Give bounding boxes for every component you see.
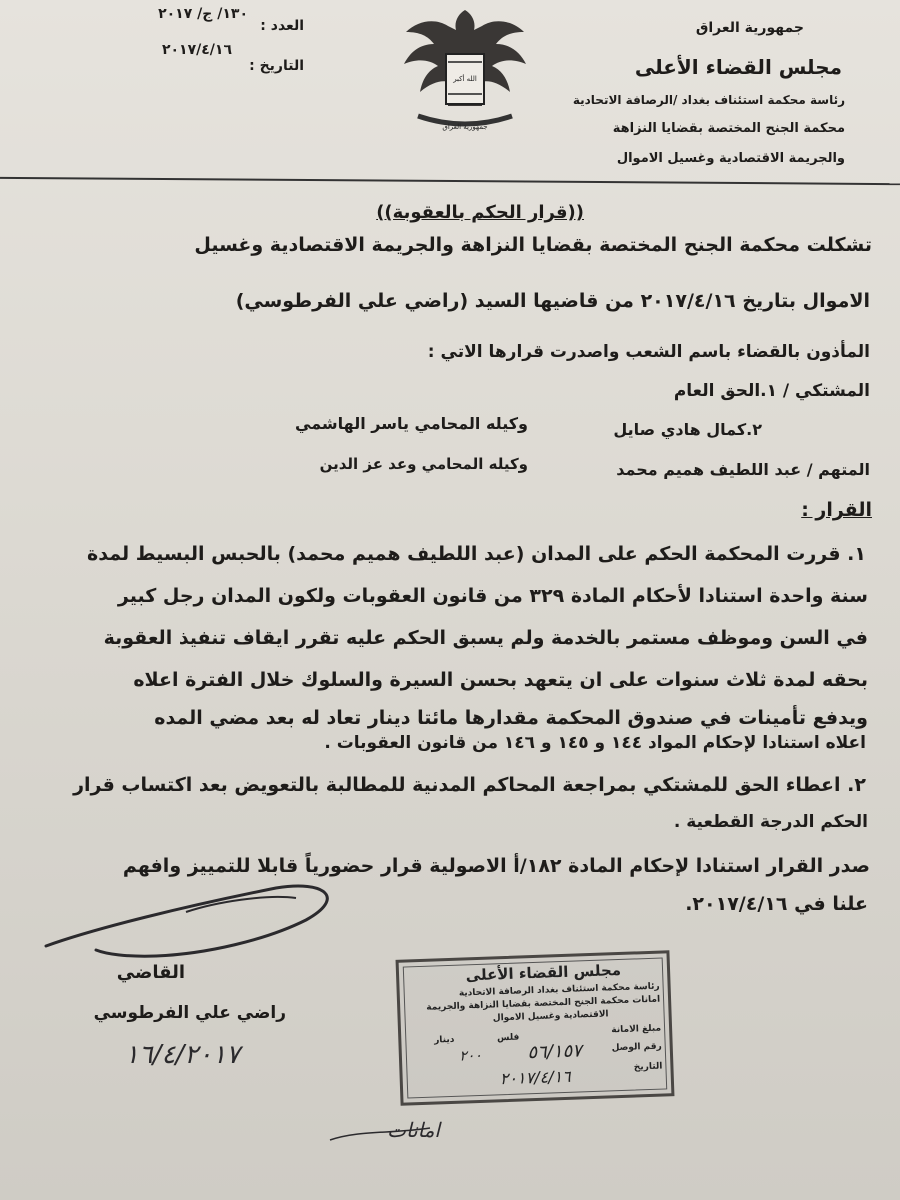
document-title: ((قرار الحكم بالعقوبة)) (376, 202, 584, 223)
stamp-date-label: التاريخ (633, 1061, 663, 1073)
item1-line4: بحقه لمدة ثلاث سنوات على ان يتعهد بحسن السيرة والسلوك خلال الفترة اعلاه (133, 669, 868, 691)
stamp-title: مجلس القضاء الأعلى (465, 960, 622, 985)
iraq-emblem-icon (398, 6, 532, 134)
stamp-line2: امانات محكمة الجنح المختصة بقضايا النزاهة والجريمة (426, 994, 661, 1013)
closing-line2: علنا في ٢٠١٧/٤/١٦. (685, 893, 868, 915)
closing-line1: صدر القرار استنادا لإحكام المادة ١٨٢/أ الاصولية قرار حضورياً قابلا للتمييز وافهم (122, 855, 870, 877)
intro-line-3: المأذون بالقضاء باسم الشعب واصدرت قرارها الاتي : (427, 342, 870, 362)
judge-name: راضي علي الفرطوسي (93, 1003, 286, 1023)
header-court-line1: محكمة الجنح المختصة بقضايا النزاهة (612, 121, 845, 136)
emblem-label: جمهورية العراق (442, 123, 488, 131)
accused: المتهم / عبد اللطيف هميم محمد (616, 460, 870, 479)
item1-line1: ١. قررت المحكمة الحكم على المدان (عبد اللطيف هميم محمد) بالحبس البسيط لمدة (87, 543, 866, 565)
header-country: جمهورية العراق (695, 20, 804, 36)
stamp-amount-label: مبلغ الامانة (611, 1023, 662, 1036)
decision-heading: القرار : (801, 499, 872, 521)
handwritten-date: ١٦/٤/٢٠١٧ (124, 1040, 240, 1070)
intro-line-2: الاموال بتاريخ ٢٠١٧/٤/١٦ من قاضيها السيد (راضي علي الفرطوسي) (235, 290, 870, 312)
header-divider (0, 177, 900, 185)
stamp-date-value: ٢٠١٧/٤/١٦ (499, 1066, 572, 1089)
stamp-line1: رئاسة محكمة استئناف بغداد الرصافة الاتحادية (458, 981, 660, 999)
judge-signature (36, 868, 356, 978)
date-label: التاريخ : (249, 58, 304, 74)
emblem-text: الله أكبر (453, 75, 477, 83)
stamp-fils-label: فلس (496, 1032, 520, 1044)
stamp-receipt-label: رقم الوصل (611, 1041, 662, 1054)
date-value: ٢٠١٧/٤/١٦ (161, 42, 232, 58)
item2-line2: الحكم الدرجة القطعية . (673, 812, 868, 832)
item1-line5: ويدفع تأمينات في صندوق المحكمة مقدارها مائتا دينار تعاد له بعد مضي المده (154, 707, 868, 729)
header-court-line2: والجريمة الاقتصادية وغسيل الاموال (616, 151, 845, 166)
complainant-2-agent: وكيله المحامي ياسر الهاشمي (295, 414, 528, 433)
item1-line3: في السن وموظف مستمر بالخدمة ولم يسبق الحكم عليه تقرر ايقاف تنفيذ العقوبة (103, 627, 868, 649)
header-council: مجلس القضاء الأعلى (634, 55, 842, 79)
accused-agent: وكيله المحامي وعد عز الدين (319, 455, 528, 473)
footer-handwriting: امانات (387, 1118, 440, 1142)
council-stamp (396, 950, 675, 1105)
item1-line2: سنة واحدة استنادا لأحكام المادة ٣٢٩ من قانون العقوبات ولكون المدان رجل كبير (117, 585, 868, 607)
stamp-receipt-value: ٥٦/١٥٧ (527, 1040, 583, 1064)
header-presidency: رئاسة محكمة استئناف بغداد /الرصافة الاتحادية (572, 93, 845, 107)
stamp-amount-value: ٢٠٠ (459, 1047, 483, 1065)
stamp-dinar-label: دينار (433, 1034, 455, 1046)
stamp-line3: الاقتصادية وغسيل الاموال (492, 1009, 609, 1024)
item1-line6: اعلاه استنادا لإحكام المواد ١٤٤ و ١٤٥ و ١٤٦ من قانون العقوبات . (324, 733, 866, 753)
complainant-2: ٢.كمال هادي صايل (613, 420, 762, 439)
number-label: العدد : (260, 18, 304, 34)
item2-line1: ٢. اعطاء الحق للمشتكي بمراجعة المحاكم المدنية للمطالبة بالتعويض بعد اكتساب قرار (73, 774, 866, 796)
complainant-1: المشتكي / ١.الحق العام (673, 381, 870, 401)
intro-line-1: تشكلت محكمة الجنح المختصة بقضايا النزاهة والجريمة الاقتصادية وغسيل (194, 234, 872, 256)
judge-role: القاضي (116, 962, 185, 983)
number-value: ١٣٠/ ج/ ٢٠١٧ (158, 6, 248, 22)
